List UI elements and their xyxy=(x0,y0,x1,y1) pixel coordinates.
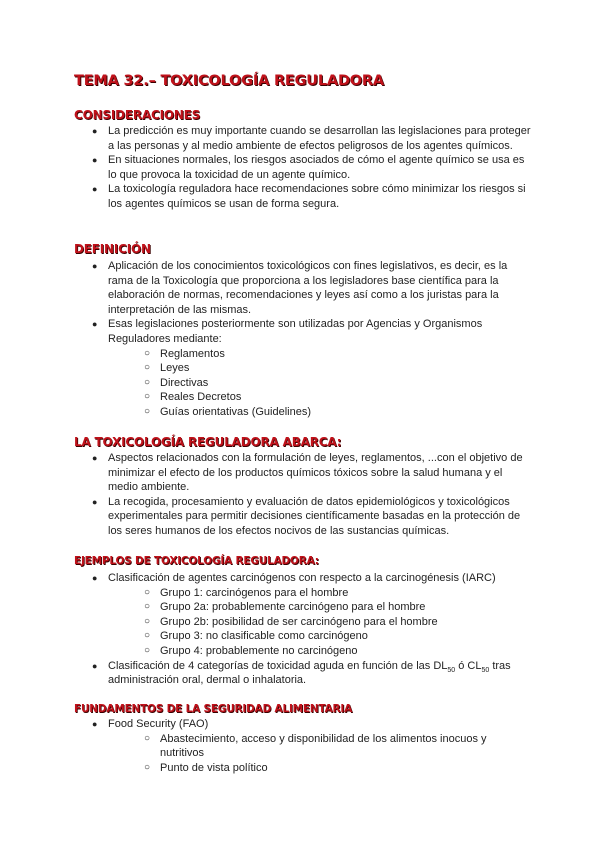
sub-list-item: ○ Reales Decretos xyxy=(144,391,242,404)
list-item: ● Aspectos relacionados con la formulación de leyes, reglamentos, ...con el objetivo de minimizar el efecto de los productos químicos tóxicos sobre la salud humana y el medio ambiente. xyxy=(92,452,523,494)
sub-list-item: ○ Grupo 1: carcinógenos para el hombre xyxy=(144,586,349,599)
heading-consideraciones: CONSIDERACIONES xyxy=(74,108,201,122)
fundamentos-list xyxy=(92,717,532,775)
ejemplos-list xyxy=(92,571,532,688)
list-item: ● Clasificación de 4 categorías de toxicidad aguda en función de las $DL_{50}$ ó $CL_{50}$ tras administración oral, dermal o inhalatoria. xyxy=(92,659,511,687)
sub-list-item: ○ Grupo 2a: probablemente carcinógeno para el hombre xyxy=(144,601,426,614)
list-item: ● En situaciones normales, los riesgos asociados de cómo el agente químico se usa es lo que provoca la toxicidad de un agente químico. xyxy=(92,154,525,181)
circle-bullet-icon: ○ xyxy=(144,761,151,773)
bullet-icon: ● xyxy=(92,573,98,583)
list-item: ● Aplicación de los conocimientos toxicológicos con fines legislativos, es decir, es la rama de la Toxicología que proporciona a los legisladores base científica para la elaboración de normas, recomendaciones y leyes así como a los juristas para la interpretación de las mismas. xyxy=(92,260,508,316)
bullet-icon: ● xyxy=(92,719,98,729)
circle-bullet-icon: ○ xyxy=(144,732,151,744)
circle-bullet-icon: ○ xyxy=(144,347,151,359)
fundamentos-sublist xyxy=(144,732,532,776)
sub-list-item: ○ Grupo 3: no clasificable como carcinógeno xyxy=(144,630,368,643)
page-title: TEMA 32.– TOXICOLOGÍA REGULADORA xyxy=(74,73,384,89)
circle-bullet-icon: ○ xyxy=(144,601,151,613)
bullet-icon: ● xyxy=(92,453,98,463)
heading-definicion: DEFINICIÓN xyxy=(74,242,151,256)
list-item: ● Esas legislaciones posteriormente son utilizadas por Agencias y Organismos Reguladores mediante: ○ Reglamentos ○ Leyes ○ Directivas ○ Reales Decretos ○ Guías orientativas (Guidelines) xyxy=(92,317,532,419)
bullet-icon: ● xyxy=(92,319,98,330)
circle-bullet-icon: ○ xyxy=(144,362,151,374)
bullet-icon: ● xyxy=(92,496,98,507)
circle-bullet-icon: ○ xyxy=(144,376,151,388)
circle-bullet-icon: ○ xyxy=(144,644,151,656)
circle-bullet-icon: ○ xyxy=(144,586,151,598)
heading-fundamentos: FUNDAMENTOS DE LA SEGURIDAD ALIMENTARIA xyxy=(74,703,353,715)
circle-bullet-icon: ○ xyxy=(144,391,151,403)
list-item: ● La toxicología reguladora hace recomendaciones sobre cómo minimizar los riesgos si los agentes químicos se usan de forma segura. xyxy=(92,183,526,210)
definicion-list xyxy=(92,259,532,420)
bullet-icon: ● xyxy=(92,184,98,195)
definicion-sublist xyxy=(144,347,532,420)
consideraciones-list xyxy=(92,124,532,212)
abarca-list xyxy=(92,451,532,539)
circle-bullet-icon: ○ xyxy=(144,630,151,642)
sub-list-item: ○ Punto de vista político xyxy=(144,761,268,774)
sub-list-item: ○ Leyes xyxy=(144,362,190,375)
sub-list-item: ○ Grupo 2b: posibilidad de ser carcinógeno para el hombre xyxy=(144,615,438,628)
bullet-icon: ● xyxy=(92,126,98,136)
bullet-icon: ● xyxy=(92,660,98,671)
sub-list-item: ○ Grupo 4: probablemente no carcinógeno xyxy=(144,644,358,657)
sub-list-item: ○ Abastecimiento, acceso y disponibilidad de los alimentos inocuos y nutritivos xyxy=(144,732,487,760)
ejemplos-sublist xyxy=(144,586,532,659)
heading-ejemplos: EJEMPLOS DE TOXICOLOGÍA REGULADORA: xyxy=(74,555,319,567)
circle-bullet-icon: ○ xyxy=(144,615,151,627)
list-item: ● Food Security (FAO) ○ Abastecimiento, acceso y disponibilidad de los alimentos inocuos y nutritivos ○ Punto de vista político xyxy=(92,717,532,775)
bullet-icon: ● xyxy=(92,261,98,271)
list-item: ● Clasificación de agentes carcinógenos con respecto a la carcinogénesis (IARC) ○ Grupo 1: carcinógenos para el hombre ○ Grupo 2a: probablemente carcinógeno para el hombre ○ Grupo 2b: posibilidad de ser carcinógeno para el hombre ○ Grupo 3: no clasificable como carcinógeno ○ Grupo 4: probablemente no carcinógeno xyxy=(92,571,532,659)
sub-list-item: ○ Reglamentos xyxy=(144,347,225,360)
heading-abarca: LA TOXICOLOGÍA REGULADORA ABARCA: xyxy=(74,435,342,449)
sub-list-item: ○ Directivas xyxy=(144,376,209,389)
list-item: ● La recogida, procesamiento y evaluación de datos epidemiológicos y toxicológicos experimentales para permitir decisiones científicamente basadas en la protección de los seres humanos de los efectos nocivos de las sustancias químicas. xyxy=(92,495,521,537)
list-item: ● La predicción es muy importante cuando se desarrollan las legislaciones para proteger a las personas y al medio ambiente de efectos peligrosos de los agentes químicos. xyxy=(92,125,531,152)
circle-bullet-icon: ○ xyxy=(144,405,151,417)
sub-list-item: ○ Guías orientativas (Guidelines) xyxy=(144,405,312,418)
bullet-icon: ● xyxy=(92,155,98,166)
